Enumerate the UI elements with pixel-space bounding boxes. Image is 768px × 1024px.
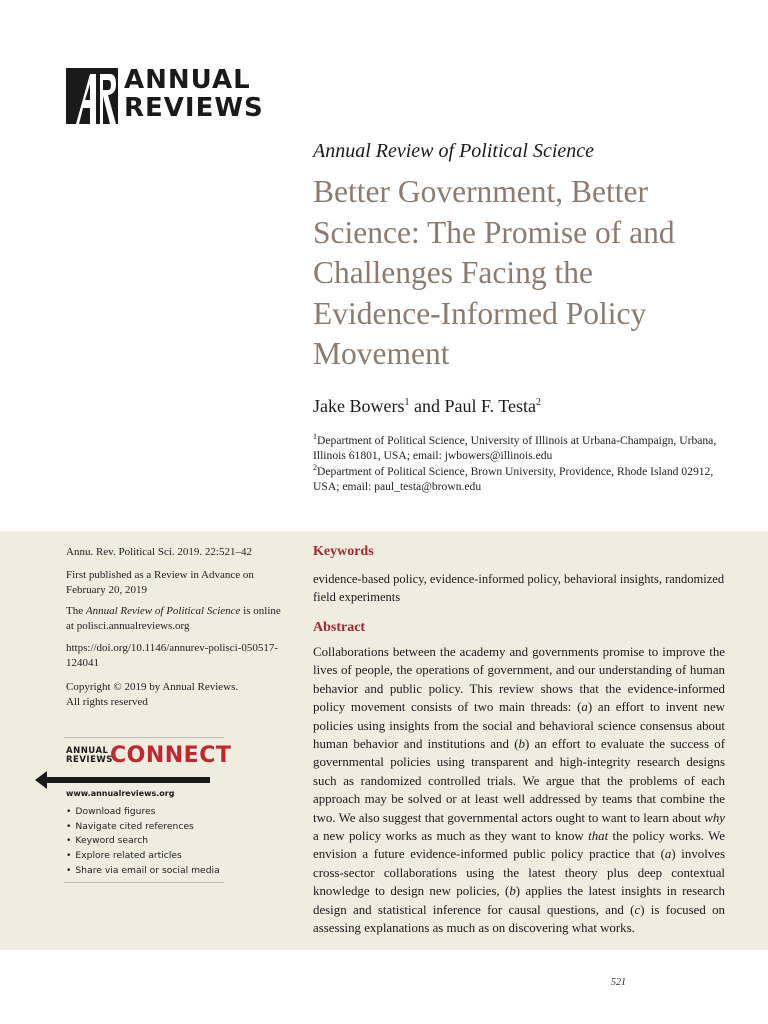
online-pre: The [66,605,86,617]
rights-line: All rights reserved [66,695,148,708]
abstract-part: ) is focused on assessing explanations as much as on discovering what works. [313,902,725,936]
abstract-part: ) an effort to invent new policies using insights from the social and behavioral science consensus about human behavior and institutions and ( [313,700,725,752]
ar-logo-icon [66,68,118,124]
keywords-heading: Keywords [313,544,374,559]
title-line: Better Government, Better [313,174,649,209]
abstract-italic: b [518,737,525,752]
title-line: Evidence-Informed Policy [313,295,647,331]
list-item: • Download figures [66,805,220,820]
connect-brand-line-2: REVIEWS [66,755,113,765]
authors [313,396,541,417]
affiliation-1-text: Department of Political Science, University of Illinois at Urbana-Champaign, Urbana, Illinois 61801, USA; email: jwbowers@illinois.edu [313,433,717,462]
author-1-sup: 1 [404,397,410,408]
abstract-italic: a [664,847,672,862]
journal-name: Annual Review of Political Science [313,140,595,162]
list-item: • Share via email or social media [66,864,220,879]
online-post: is online at polisci.annualreviews.org [66,605,281,632]
annual-reviews-logo [66,65,266,124]
affiliation-2-text: Department of Political Science, Brown University, Providence, Rhode Island 02912, USA; email: paul_testa@brown.edu [313,464,714,493]
abstract-heading: Abstract [313,620,366,635]
connect-brand [66,747,113,765]
author-1: Jake Bowers [313,396,405,416]
article-title [313,172,733,375]
abstract-part: the policy works. We envision a future evidence-informed public policy practice that ( [313,829,725,862]
affiliation-2-sup: 2 [313,463,317,472]
connect-box[interactable] [35,737,232,887]
author-2: Paul F. Testa [444,396,536,416]
abstract-part: Collaborations between the academy and governments promise to improve the lives of people, the operations of government, and our understanding of human behavior and public policy. This review shows that the evidence-informed policy movement consists of two main threads: ( [313,645,725,715]
divider [64,882,224,883]
citation-info: Annu. Rev. Political Sci. 2019. 22:521–42 [66,546,252,558]
abstract-italic: a [581,700,588,715]
abstract-italic: c [634,902,641,917]
online-journal: Annual Review of Political Science [85,605,241,617]
connect-url[interactable]: www.annualreviews.org [66,789,175,798]
affiliation-2 [313,460,733,494]
abstract-italic: that [588,829,609,844]
affiliation-1 [313,429,733,463]
author-2-sup: 2 [535,397,541,408]
list-item: • Navigate cited references [66,820,220,835]
publication-date: First published as a Review in Advance on February 20, 2019 [66,569,254,596]
logo-line-1: ANNUAL [124,65,251,95]
abstract-part: ) an effort to evaluate the success of governmental policies using transparent and high-integrity research designs such as randomized controlled trials. We argue that the problems of each approach may be solved or at least well addressed by teams that combine the two. We also suggest that governmental actors ought to want to learn about [313,737,725,825]
divider [64,737,224,738]
copyright [66,680,286,709]
logo-wordmark [124,66,264,122]
connect-word: CONNECT [110,743,232,768]
title-line: Movement [313,336,450,371]
list-item: • Explore related articles [66,849,220,864]
abstract-part: a new policy works as much as they want to know [313,829,589,844]
abstract-text [313,643,725,938]
title-line: Challenges Facing the [313,255,593,290]
abstract-part: ) involves cross-sector collaborations using the latest theory plus deep contextual knowledge to design new policies, ( [313,847,725,899]
affiliation-1-sup: 1 [313,432,317,441]
keywords-text: evidence-based policy, evidence-informed policy, behavioral insights, randomized field experiments [313,572,725,604]
copyright-line: Copyright © 2019 by Annual Reviews. [66,681,239,693]
connect-features [66,805,220,879]
authors-and: and [409,396,445,416]
connect-brand-line-1: ANNUAL [66,746,109,756]
list-item: • Keyword search [66,834,220,849]
page-number: 521 [611,977,626,988]
abstract-italic: why [704,810,725,825]
abstract-part: ) applies the latest insights in research design and statistical inference for causal questions, and ( [313,884,725,917]
logo-line-2: REVIEWS [124,93,264,123]
abstract-italic: b [509,884,516,899]
doi-link[interactable]: https://doi.org/10.1146/annurev-polisci-050517-124041 [66,642,279,669]
arrow-left-icon [35,771,210,789]
title-line: Science: The Promise of and [313,214,675,250]
online-notice [66,604,286,633]
